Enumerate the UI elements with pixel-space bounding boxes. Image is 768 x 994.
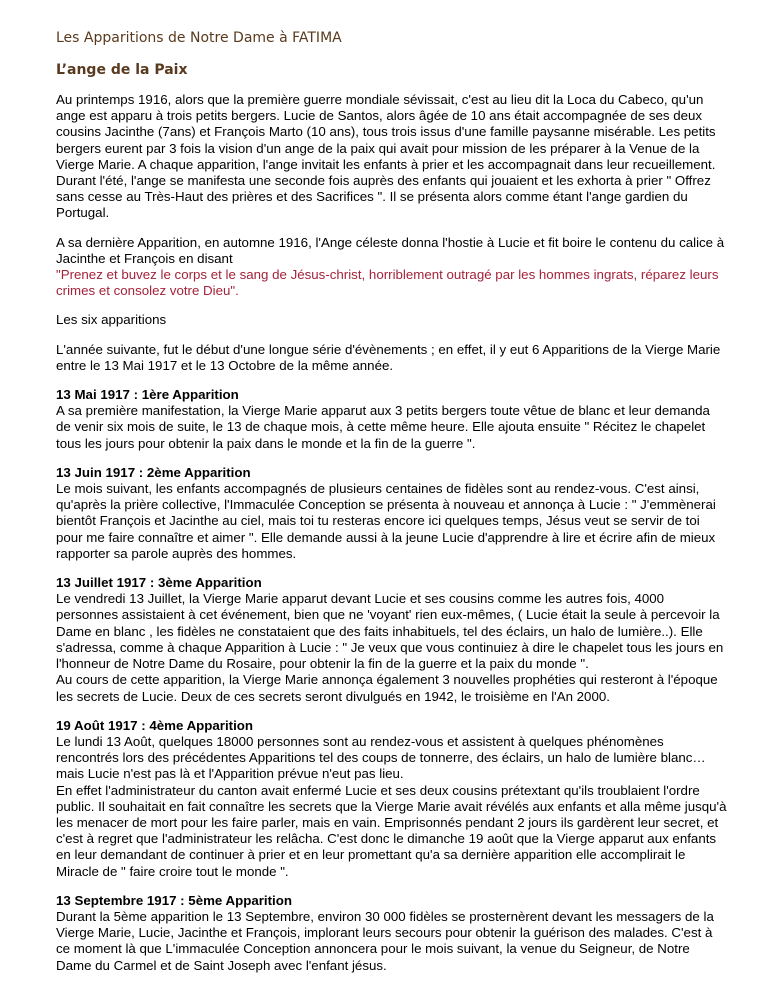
intro-paragraph: Au printemps 1916, alors que la première guerre mondiale sévissait, c'est au lieu dit la Loca du Cabeco, qu'un ange est apparu à trois petits bergers. Lucie de Santos, alors âgée de 10 ans était accompagnée de ses deux cousins Jacinthe (7ans) et François Marto (10 ans), tous trois issus d'une famille paysanne misérable. Les petits bergers eurent par 3 fois la vision d'un ange de la paix qui avait pour mission de les préparer à la Venue de la Vierge Marie. A chaque apparition, l'ange invitait les enfants à prier et les accompagnait dans leur recueillement. Durant l'été, l'ange se manifesta une seconde fois auprès des enfants qui jouaient et les exhorta à prier " Offrez sans cesse au Très-Haut des prières et des Sacrifices ". Il se présenta alors comme étant l'ange gardien du Portugal. <box>56 92 716 221</box>
last-apparition-paragraph <box>56 235 728 300</box>
apparition-3 <box>56 575 728 705</box>
section-title: L’ange de la Paix <box>56 62 188 78</box>
apparition-body: Durant la 5ème apparition le 13 Septembre, environ 30 000 fidèles se prosternèrent devant les messagers de la Vierge Marie, Lucie, Jacinthe et François, implorant leurs secours pour obtenir la guérison des malades. C'est à ce moment là que L'immaculée Conception annoncera pour le mois suivant, la venue du Seigneur, de Notre Dame du Carmel et de Saint Joseph avec l'enfant jésus. <box>56 908 714 973</box>
apparition-5 <box>56 893 728 974</box>
apparition-heading: 13 Juillet 1917 : 3ème Apparition <box>56 575 262 591</box>
apparition-heading: 19 Août 1917 : 4ème Apparition <box>56 717 254 733</box>
apparition-4 <box>56 718 728 880</box>
apparition-heading: 13 Mai 1917 : 1ère Apparition <box>56 387 239 403</box>
following-year-paragraph: L'année suivante, fut le début d'une longue série d'évènements ; en effet, il y eut 6 Apparitions de la Vierge Marie entre le 13 Mai 1917 et le 13 Octobre de la même année. <box>56 341 721 373</box>
apparition-1 <box>56 387 728 452</box>
six-apparitions-label: Les six apparitions <box>56 312 167 328</box>
apparition-heading: 13 Juin 1917 : 2ème Apparition <box>56 464 251 480</box>
apparition-body: Le vendredi 13 Juillet, la Vierge Marie apparut devant Lucie et ses cousins comme les autres fois, 4000 personnes assistaient à cet événement, bien que ne 'voyant' rien eux-mêmes, ( Lucie était la seule à percevoir la Dame en blanc , les fidèles ne constataient que des faits inhabituels, tel des éclairs, un halo de lumière..). Elle s'adressa, comme à chaque Apparition à Lucie : " Je veux que vous continuiez à dire le chapelet tous les jours en l'honneur de Notre Dame du Rosaire, pour obtenir la fin de la guerre et la paix du monde ". <box>56 591 724 672</box>
angel-quote: "Prenez et buvez le corps et le sang de Jésus-christ, horriblement outragé par les hommes ingrats, réparez leurs crimes et consolez votre Dieu". <box>56 267 719 299</box>
site-title: Les Apparitions de Notre Dame à FATIMA <box>56 30 342 46</box>
apparition-body: Le lundi 13 Août, quelques 18000 personnes sont au rendez-vous et assistent à quelques phénomènes rencontrés lors des précédentes Apparitions tel des coups de tonnerre, des éclairs, un halo de lumière blanc…mais Lucie n'est pas là et l'Apparition prévue n'eut pas lieu. <box>56 733 706 782</box>
apparition-body: Le mois suivant, les enfants accompagnés de plusieurs centaines de fidèles sont au rendez-vous. C'est ainsi, qu'après la prière collective, l'Immaculée Conception se présenta à nouveau et annonça à Lucie : " J'emmènerai bientôt François et Jacinthe au ciel, mais toi tu resteras encore ici quelques temps, Jésus veut se servir de toi pour me faire connaître et aimer ". Elle demande aussi à la jeune Lucie d'apprendre à lire et écrire afin de mieux rapporter sa parole auprès des hommes. <box>56 481 716 561</box>
apparition-body-2: En effet l'administrateur du canton avait enfermé Lucie et ses deux cousins prétextant qu'ils troublaient l'ordre public. Il souhaitait en fait connaître les secrets que la Vierge Marie avait révélés aux enfants et alla même jusqu'à les menacer de mort pour les faire parler, mais en vain. Emprisonnés pendant 2 jours ils gardèrent leur secret, et c'est à regret que l'administrateur les relâcha. C'est donc le dimanche 19 août que la Vierge apparut aux enfants en leur demandant de continuer à prier et en leur promettant qu'a sa dernière apparition elle accomplirait le Miracle de " faire croire tout le monde ". <box>56 782 727 879</box>
apparition-heading: 13 Septembre 1917 : 5ème Apparition <box>56 892 292 908</box>
apparition-body: A sa première manifestation, la Vierge Marie apparut aux 3 petits bergers toute vêtue de blanc et leur demanda de venir six mois de suite, le 13 de chaque mois, à cette même heure. Elle ajouta ensuite " Récitez le chapelet tous les jours pour obtenir la paix dans le monde et la fin de la guerre ". <box>56 403 710 451</box>
apparition-2 <box>56 465 728 562</box>
apparition-body-2: Au cours de cette apparition, la Vierge Marie annonça également 3 nouvelles prophéties qui resteront à l'époque les secrets de Lucie. Deux de ces secrets seront divulgués en 1942, le troisième en l'An 2000. <box>56 672 718 704</box>
last-apparition-text: A sa dernière Apparition, en automne 1916, l'Ange céleste donna l'hostie à Lucie et fit boire le contenu du calice à Jacinthe et François en disant <box>56 234 725 266</box>
